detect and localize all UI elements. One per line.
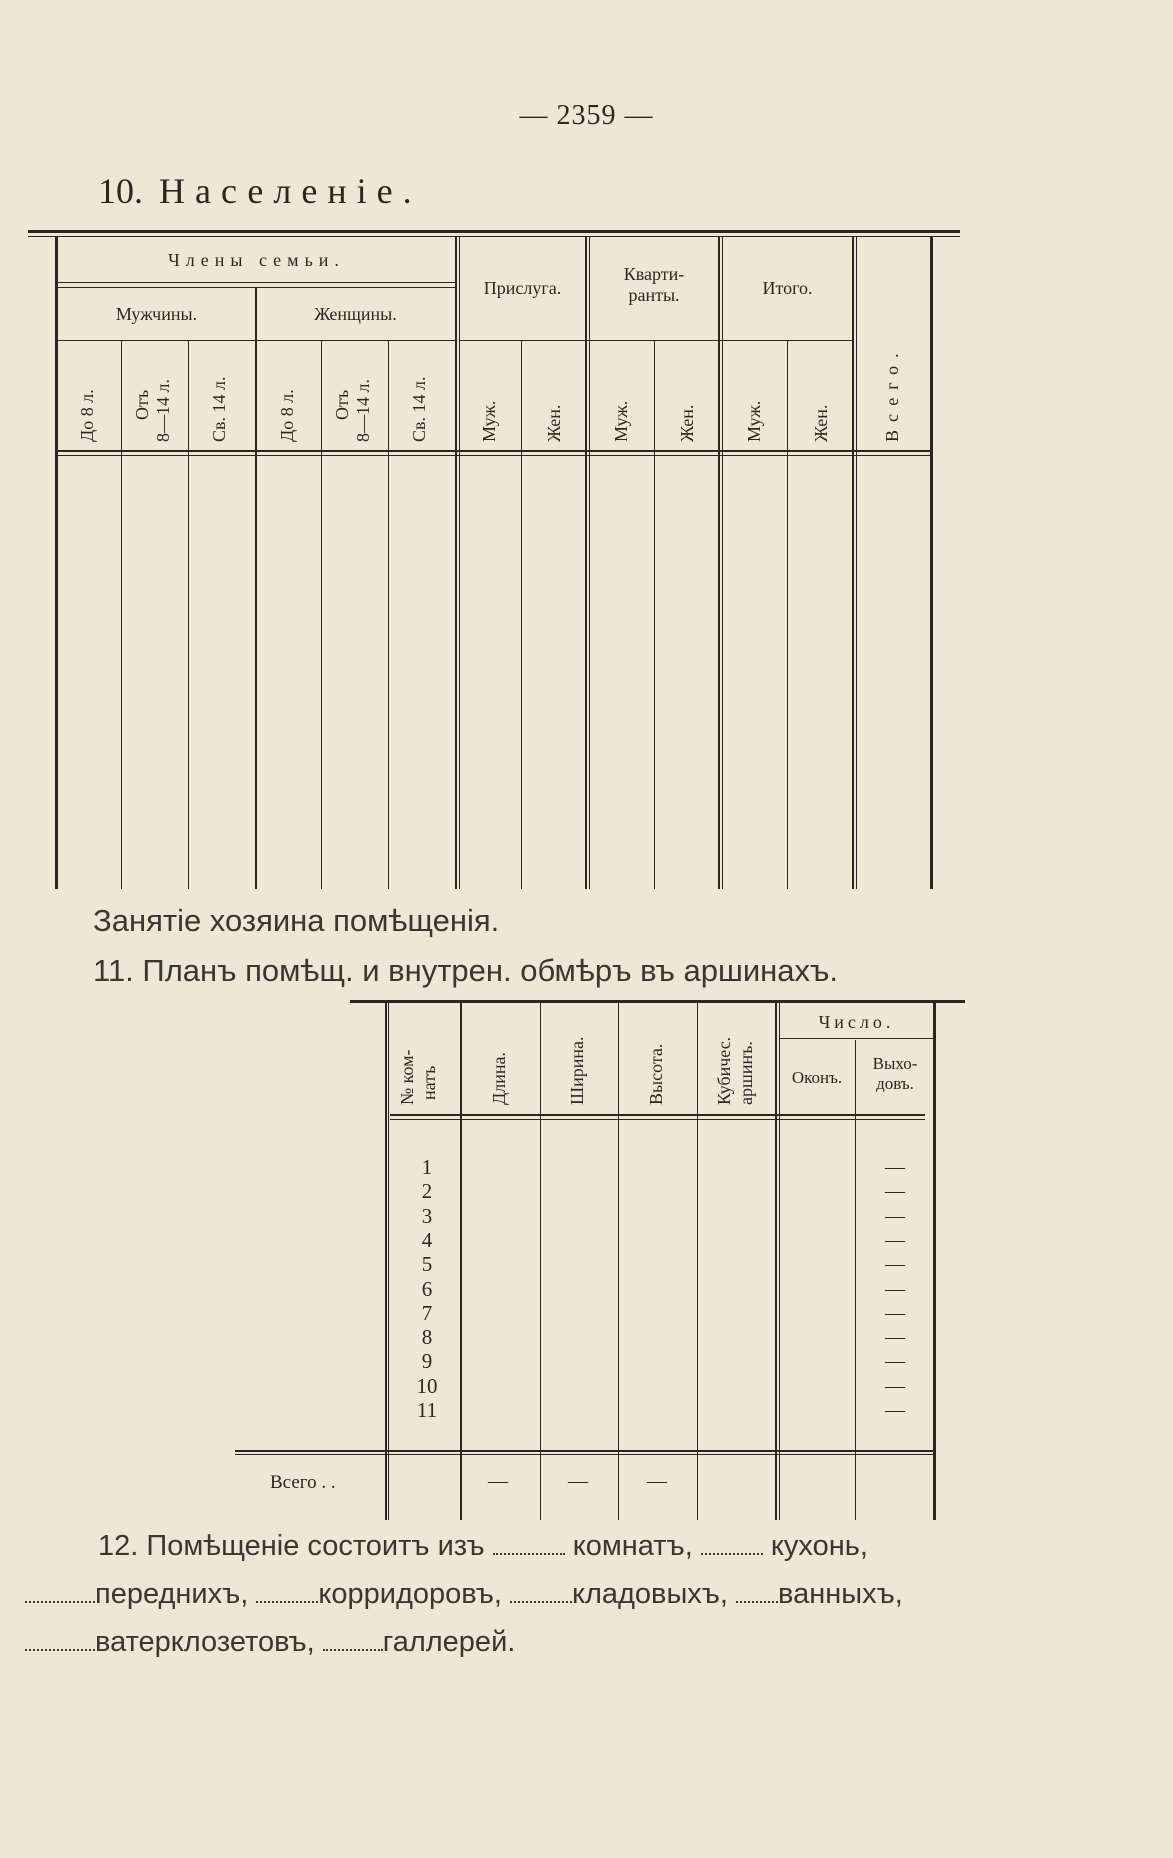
header-tenants-line1: Кварти- xyxy=(623,264,685,284)
header-family-members: Члены семьи. xyxy=(168,250,345,270)
men-8to14-line1: Отъ xyxy=(132,389,152,420)
bathrooms-label: ванныхъ, xyxy=(778,1578,903,1610)
room-row-number: 2 xyxy=(421,1179,433,1204)
tenants-female: Жен. xyxy=(677,404,697,442)
galleries-label: галлерей. xyxy=(382,1626,516,1658)
section-12-line3 xyxy=(25,1626,515,1659)
rooms-count-blank xyxy=(493,1543,565,1555)
section-10-heading: Населеніе. xyxy=(159,171,422,211)
corridors-count-blank xyxy=(256,1591,318,1603)
men-under8: До 8 л. xyxy=(77,389,97,442)
tenants-male: Муж. xyxy=(611,400,631,442)
corridors-label: корридоровъ, xyxy=(318,1578,502,1610)
room-row-exit-dash: — xyxy=(885,1301,905,1324)
kitchens-label: кухонь, xyxy=(770,1530,868,1562)
grand-total: Всего. xyxy=(882,345,902,442)
room-row-exit-dash: — xyxy=(885,1399,905,1421)
rooms-label: комнатъ, xyxy=(572,1530,693,1562)
kitchens-count-blank xyxy=(701,1543,763,1555)
room-row-number: 9 xyxy=(421,1349,433,1374)
total-length-dash: — xyxy=(488,1470,508,1492)
cubic-line1: Кубичес. xyxy=(714,1036,734,1105)
header-servants: Прислуга. xyxy=(483,278,562,298)
room-row-exit-dash: — xyxy=(885,1277,905,1300)
men-over14: Св. 14 л. xyxy=(209,376,229,442)
room-row-number: 3 xyxy=(421,1203,433,1228)
pantries-label: кладовыхъ, xyxy=(571,1578,728,1610)
room-row-number: 7 xyxy=(421,1300,433,1325)
women-under8: До 8 л. xyxy=(277,389,297,442)
room-row-number: 4 xyxy=(421,1227,433,1252)
room-row-exit-dash: — xyxy=(885,1350,905,1373)
women-8to14-line2: 8—14 л. xyxy=(353,379,373,442)
room-row-exit-dash: — xyxy=(885,1374,905,1397)
count-header: Число. xyxy=(818,1012,895,1032)
room-row-exit-dash: — xyxy=(885,1156,905,1178)
section-11-title: 11. Планъ помѣщ. и внутрен. обмѣръ въ аршинахъ. xyxy=(93,953,839,988)
servants-male: Муж. xyxy=(479,400,499,442)
header-tenants-line2: ранты. xyxy=(628,284,680,305)
total-label: Всего . . xyxy=(270,1472,336,1493)
toilets-label: ватерклозетовъ, xyxy=(95,1626,315,1658)
halls-label: переднихъ, xyxy=(95,1578,249,1610)
rooms-composition-label: Помѣщеніе состоитъ изъ xyxy=(146,1530,485,1562)
section-12-line2 xyxy=(25,1578,903,1611)
section-12-number: 12. xyxy=(98,1530,139,1562)
room-row-number: 8 xyxy=(421,1325,433,1350)
section-10-number: 10. xyxy=(98,171,143,211)
room-row-number: 6 xyxy=(421,1276,433,1301)
room-row-exit-dash: — xyxy=(885,1228,905,1251)
page-number: — 2359 — xyxy=(519,100,654,131)
room-row-exit-dash: — xyxy=(885,1253,905,1276)
room-row-exit-dash: — xyxy=(885,1204,905,1227)
total-width-dash: — xyxy=(568,1470,588,1492)
men-8to14-line2: 8—14 л. xyxy=(153,379,173,442)
room-row-number: 5 xyxy=(421,1252,433,1277)
length-header: Длина. xyxy=(489,1051,509,1105)
toilets-count-blank xyxy=(25,1639,95,1651)
halls-count-blank xyxy=(25,1591,95,1603)
room-row-exit-dash: — xyxy=(885,1180,905,1203)
windows-header: Оконъ. xyxy=(791,1068,843,1087)
header-women: Женщины. xyxy=(314,304,397,324)
exits-line2: довъ. xyxy=(876,1073,914,1093)
exits-header xyxy=(857,1054,933,1093)
women-8to14-line1: Отъ xyxy=(332,389,352,420)
width-header: Ширина. xyxy=(567,1036,587,1105)
room-no-line1: № ком- xyxy=(397,1049,417,1105)
total-height-dash: — xyxy=(647,1470,667,1492)
height-header: Высота. xyxy=(646,1043,666,1105)
room-row-number: 1 xyxy=(421,1155,433,1179)
servants-female: Жен. xyxy=(544,404,564,442)
room-row-number: 11 xyxy=(416,1398,438,1422)
galleries-count-blank xyxy=(323,1639,383,1651)
room-row-number: 10 xyxy=(416,1373,438,1398)
header-total: Итого. xyxy=(762,278,813,298)
occupation-label: Занятіе хозяина помѣщенія. xyxy=(93,903,500,938)
exits-line1: Выхо- xyxy=(872,1054,918,1073)
section-12-line1 xyxy=(98,1530,868,1563)
women-over14: Св. 14 л. xyxy=(409,376,429,442)
bathrooms-count-blank xyxy=(736,1591,778,1603)
total-female: Жен. xyxy=(811,404,831,442)
cubic-line2: аршинъ. xyxy=(736,1041,756,1105)
pantries-count-blank xyxy=(510,1591,572,1603)
room-row-exit-dash: — xyxy=(885,1326,905,1349)
room-no-line2: натъ xyxy=(419,1065,439,1100)
header-men: Мужчины. xyxy=(115,304,198,324)
total-male: Муж. xyxy=(744,400,764,442)
